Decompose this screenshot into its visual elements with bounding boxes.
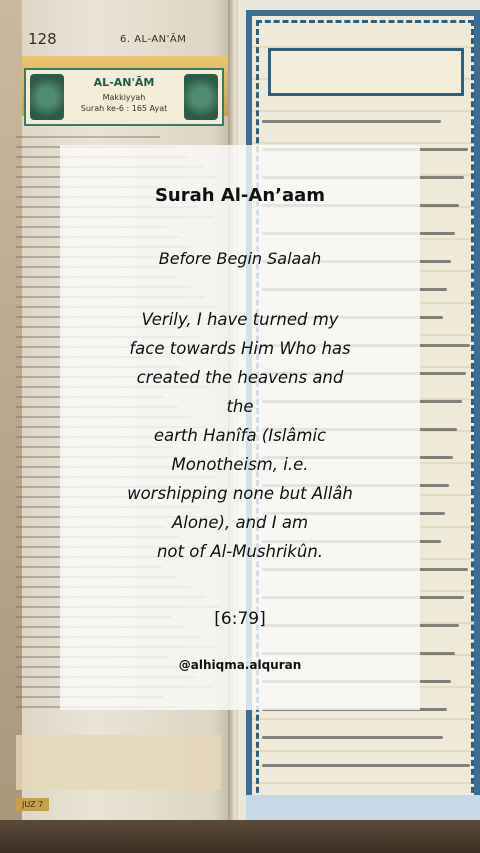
arabic-title-cartouche — [268, 48, 464, 96]
surah-box-subtitle-1: Makkiyyah — [102, 93, 146, 102]
verse-line: Verily, I have turned my — [141, 310, 339, 329]
verse-text — [80, 305, 400, 566]
verse-line: Alone), and I am — [171, 513, 309, 532]
footnote-band — [16, 735, 221, 790]
surah-info-box — [24, 68, 224, 126]
juz-label: JUZ 7 — [16, 798, 49, 811]
page-number: 128 — [28, 30, 57, 48]
table-edge — [0, 820, 480, 853]
chapter-header: 6. AL-AN'ĀM — [120, 34, 187, 45]
surah-box-subtitle — [26, 92, 222, 114]
verse-line: created the heavens and — [136, 368, 344, 387]
card-title: Surah Al-An’aam — [154, 185, 326, 206]
surah-box-title: AL-AN'ĀM — [93, 76, 155, 89]
verse-reference: [6:79] — [214, 609, 266, 629]
arabic-line-stroke — [262, 736, 443, 739]
verse-line: worshipping none but Allâh — [127, 484, 353, 503]
card-subtitle: Before Begin Salaah — [158, 249, 322, 268]
verse-card — [60, 145, 420, 710]
text-line-stroke — [16, 136, 160, 138]
verse-line: the — [226, 397, 254, 416]
verse-line: not of Al-Mushrikûn. — [156, 542, 324, 561]
arabic-line-stroke — [262, 764, 470, 767]
account-handle: @alhiqma.alquran — [178, 658, 302, 672]
arabic-line-stroke — [262, 120, 441, 123]
verse-line: Monotheism, i.e. — [171, 455, 309, 474]
verse-line: face towards Him Who has — [129, 339, 351, 358]
surah-box-subtitle-2: Surah ke-6 : 165 Ayat — [80, 104, 168, 113]
verse-line: earth Hanîfa (Islâmic — [153, 426, 327, 445]
